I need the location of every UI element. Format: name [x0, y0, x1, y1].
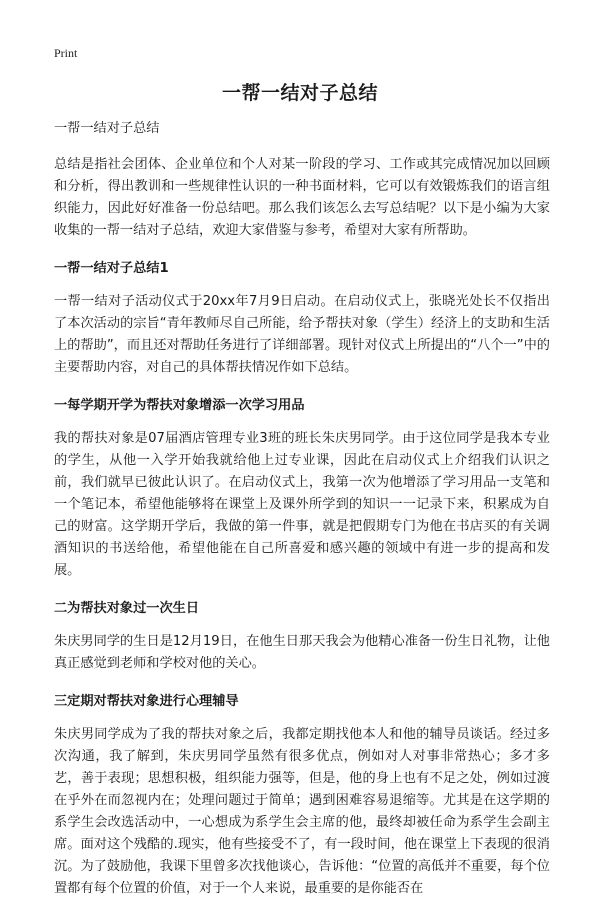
- section-heading: 一每学期开学为帮扶对象增添一次学习用品: [54, 398, 305, 413]
- section-paragraph: 一帮一结对子活动仪式于20xx年7月9日启动。在启动仪式上，张晓光处长不仅指出了本次活动的宗旨“青年教师尽自己所能，给予帮扶对象（学生）经济上的支助和生活上的帮助”，而且还对帮助任务进行了详细部署。现针对仪式上所提出的“八个一”中的主要帮助内容，对自己的具体帮扶情况作如下总结。: [54, 294, 550, 375]
- section-heading: 三定期对帮扶对象进行心理辅导: [54, 694, 239, 709]
- section-heading: 一帮一结对子总结1: [54, 261, 169, 276]
- document-subtitle: 一帮一结对子总结: [54, 121, 160, 136]
- intro-paragraph: 总结是指社会团体、企业单位和个人对某一阶段的学习、工作或其完成情况加以回顾和分析，得出教训和一些规律性认识的一种书面材料，它可以有效锻炼我们的语言组织能力，因此好好准备一份总结吧。那么我们该怎么去写总结呢？以下是小编为大家收集的一帮一结对子总结，欢迎大家借鉴与参考，希望对大家有所帮助。: [54, 157, 550, 238]
- section-heading: 二为帮扶对象过一次生日: [54, 601, 200, 616]
- document-body: [54, 118, 550, 916]
- print-link[interactable]: Print: [54, 46, 78, 60]
- section-paragraph: 朱庆男同学的生日是12月19日，在他生日那天我会为他精心准备一份生日礼物，让他真正感觉到老师和学校对他的关心。: [54, 634, 550, 671]
- section-paragraph: 我的帮扶对象是07届酒店管理专业3班的班长朱庆男同学。由于这位同学是我本专业的学生，从他一入学开始我就给他上过专业课，因此在启动仪式上介绍我们认识之前，我们就早已彼此认识了。在启动仪式上，我第一次为他增添了学习用品一支笔和一个笔记本，希望他能够将在课堂上及课外所学到的知识一一记录下来，积累成为自己的财富。这学期开学后，我做的第一件事，就是把假期专门为他在书店买的有关调酒知识的书送给他，希望他能在自己所喜爱和感兴趣的领域中有进一步的提高和发展。: [54, 431, 550, 578]
- section-paragraph: 朱庆男同学成为了我的帮扶对象之后，我都定期找他本人和他的辅导员谈话。经过多次沟通，我了解到，朱庆男同学虽然有很多优点，例如对人对事非常热心；多才多艺，善于表现；思想积极，组织能力强等，但是，他的身上也有不足之处，例如过渡在乎外在而忽视内在；处理问题过于简单；遇到困难容易退缩等。尤其是在这学期的系学生会改选活动中，一心想成为系学生会主席的他，最终却被任命为系学生会副主席。面对这个残酷的.现实，他有些接受不了，有一段时间，他在课堂上下表现的很消沉。为了鼓励他，我课下里曾多次找他谈心，告诉他：“位置的高低并不重要，每个位置都有每个位置的价值，对于一个人来说，最重要的是你能否在: [54, 727, 550, 896]
- document-title: 一帮一结对子总结: [221, 82, 378, 104]
